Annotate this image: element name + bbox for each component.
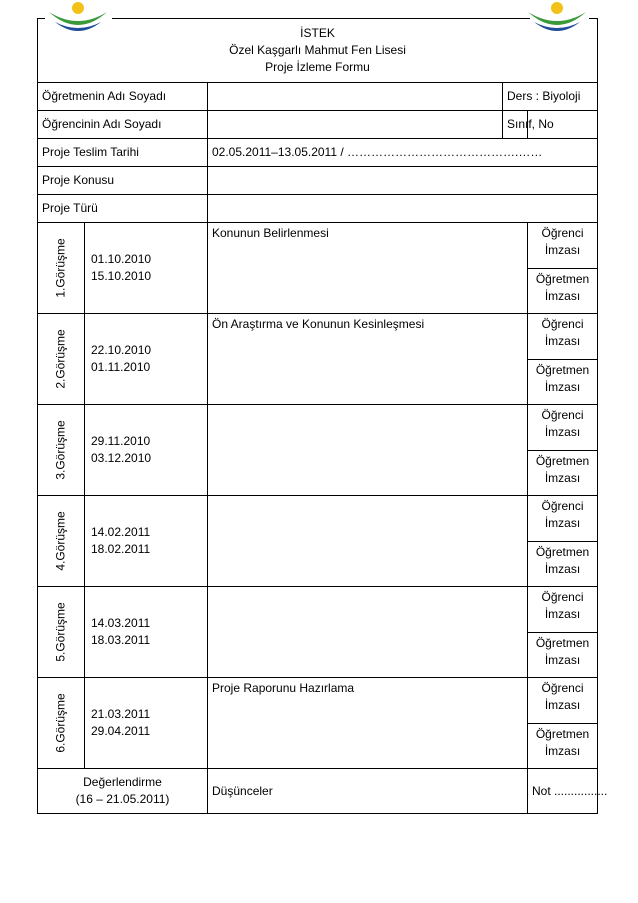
student-signature[interactable]: Öğrenci İmzası (528, 587, 598, 633)
meeting-topic[interactable]: Ön Araştırma ve Konunun Kesinleşmesi (208, 314, 528, 405)
teacher-row (38, 83, 598, 111)
meeting-date-end: 01.11.2010 (91, 360, 151, 374)
meeting-row (38, 587, 598, 633)
evaluation-range: (16 – 21.05.2011) (75, 792, 170, 806)
meeting-dates (85, 678, 208, 769)
student-field[interactable] (208, 111, 503, 139)
deadline-label: Proje Teslim Tarihi (38, 139, 208, 167)
meeting-row (38, 223, 598, 269)
meeting-date-end: 29.04.2011 (91, 724, 151, 738)
meeting-label: 1.Görüşme (38, 223, 85, 314)
meeting-topic[interactable] (208, 587, 528, 678)
student-signature[interactable]: Öğrenci İmzası (528, 496, 598, 542)
meeting-topic[interactable]: Proje Raporunu Hazırlama (208, 678, 528, 769)
meeting-dates (85, 587, 208, 678)
thoughts-label: Düşünceler (208, 769, 528, 814)
org-title: İSTEK (300, 25, 335, 40)
class-label: Sınıf, No (503, 111, 528, 139)
teacher-signature[interactable]: Öğretmen İmzası (528, 359, 598, 405)
school-name: Özel Kaşgarlı Mahmut Fen Lisesi (229, 42, 406, 57)
meeting-label: 4.Görüşme (38, 496, 85, 587)
student-signature[interactable]: Öğrenci İmzası (528, 678, 598, 724)
evaluation-label: Değerlendirme (83, 775, 162, 789)
meeting-date-end: 15.10.2010 (91, 269, 152, 283)
meeting-date-start: 14.02.2011 (91, 525, 151, 539)
topic-label: Proje Konusu (38, 167, 208, 195)
type-field[interactable] (208, 195, 598, 223)
grade-field[interactable]: Not ................ (528, 769, 598, 814)
teacher-signature[interactable]: Öğretmen İmzası (528, 268, 598, 314)
teacher-signature[interactable]: Öğretmen İmzası (528, 632, 598, 678)
student-row (38, 111, 598, 139)
meeting-label: 2.Görüşme (38, 314, 85, 405)
meeting-date-start: 29.11.2010 (91, 434, 151, 448)
form-header (38, 18, 598, 83)
type-label: Proje Türü (38, 195, 208, 223)
meeting-row (38, 496, 598, 542)
meeting-dates (85, 496, 208, 587)
teacher-label: Öğretmenin Adı Soyadı (38, 83, 208, 111)
topic-row (38, 167, 598, 195)
meeting-label: 5.Görüşme (38, 587, 85, 678)
deadline-value: 02.05.2011–13.05.2011 / …………………………………….…… (208, 139, 598, 167)
meeting-dates (85, 314, 208, 405)
meeting-dates (85, 223, 208, 314)
meeting-date-end: 18.03.2011 (91, 633, 151, 647)
student-signature[interactable]: Öğrenci İmzası (528, 314, 598, 360)
meetings-section (38, 223, 598, 769)
course-cell: Ders : Biyoloji (503, 83, 598, 111)
meeting-date-start: 21.03.2011 (91, 707, 151, 721)
meeting-date-start: 22.10.2010 (91, 343, 152, 357)
meeting-label: 6.Görüşme (38, 678, 85, 769)
student-label: Öğrencinin Adı Soyadı (38, 111, 208, 139)
meeting-label: 3.Görüşme (38, 405, 85, 496)
topic-field[interactable] (208, 167, 598, 195)
meeting-date-start: 01.10.2010 (91, 252, 152, 266)
type-row (38, 195, 598, 223)
meeting-dates (85, 405, 208, 496)
form-title: Proje İzleme Formu (265, 59, 370, 74)
project-monitoring-form (37, 18, 608, 814)
evaluation-cell (38, 769, 208, 814)
meeting-date-end: 18.02.2011 (91, 542, 151, 556)
meeting-row (38, 405, 598, 451)
deadline-row (38, 139, 598, 167)
meeting-date-end: 03.12.2010 (91, 451, 152, 465)
student-signature[interactable]: Öğrenci İmzası (528, 405, 598, 451)
meeting-row (38, 314, 598, 360)
evaluation-row (38, 769, 598, 814)
student-signature[interactable]: Öğrenci İmzası (528, 223, 598, 269)
teacher-field[interactable] (208, 83, 503, 111)
teacher-signature[interactable]: Öğretmen İmzası (528, 723, 598, 769)
teacher-signature[interactable]: Öğretmen İmzası (528, 450, 598, 496)
meeting-date-start: 14.03.2011 (91, 616, 151, 630)
meeting-topic[interactable] (208, 405, 528, 496)
teacher-signature[interactable]: Öğretmen İmzası (528, 541, 598, 587)
meeting-row (38, 678, 598, 724)
meeting-topic[interactable]: Konunun Belirlenmesi (208, 223, 528, 314)
meeting-topic[interactable] (208, 496, 528, 587)
